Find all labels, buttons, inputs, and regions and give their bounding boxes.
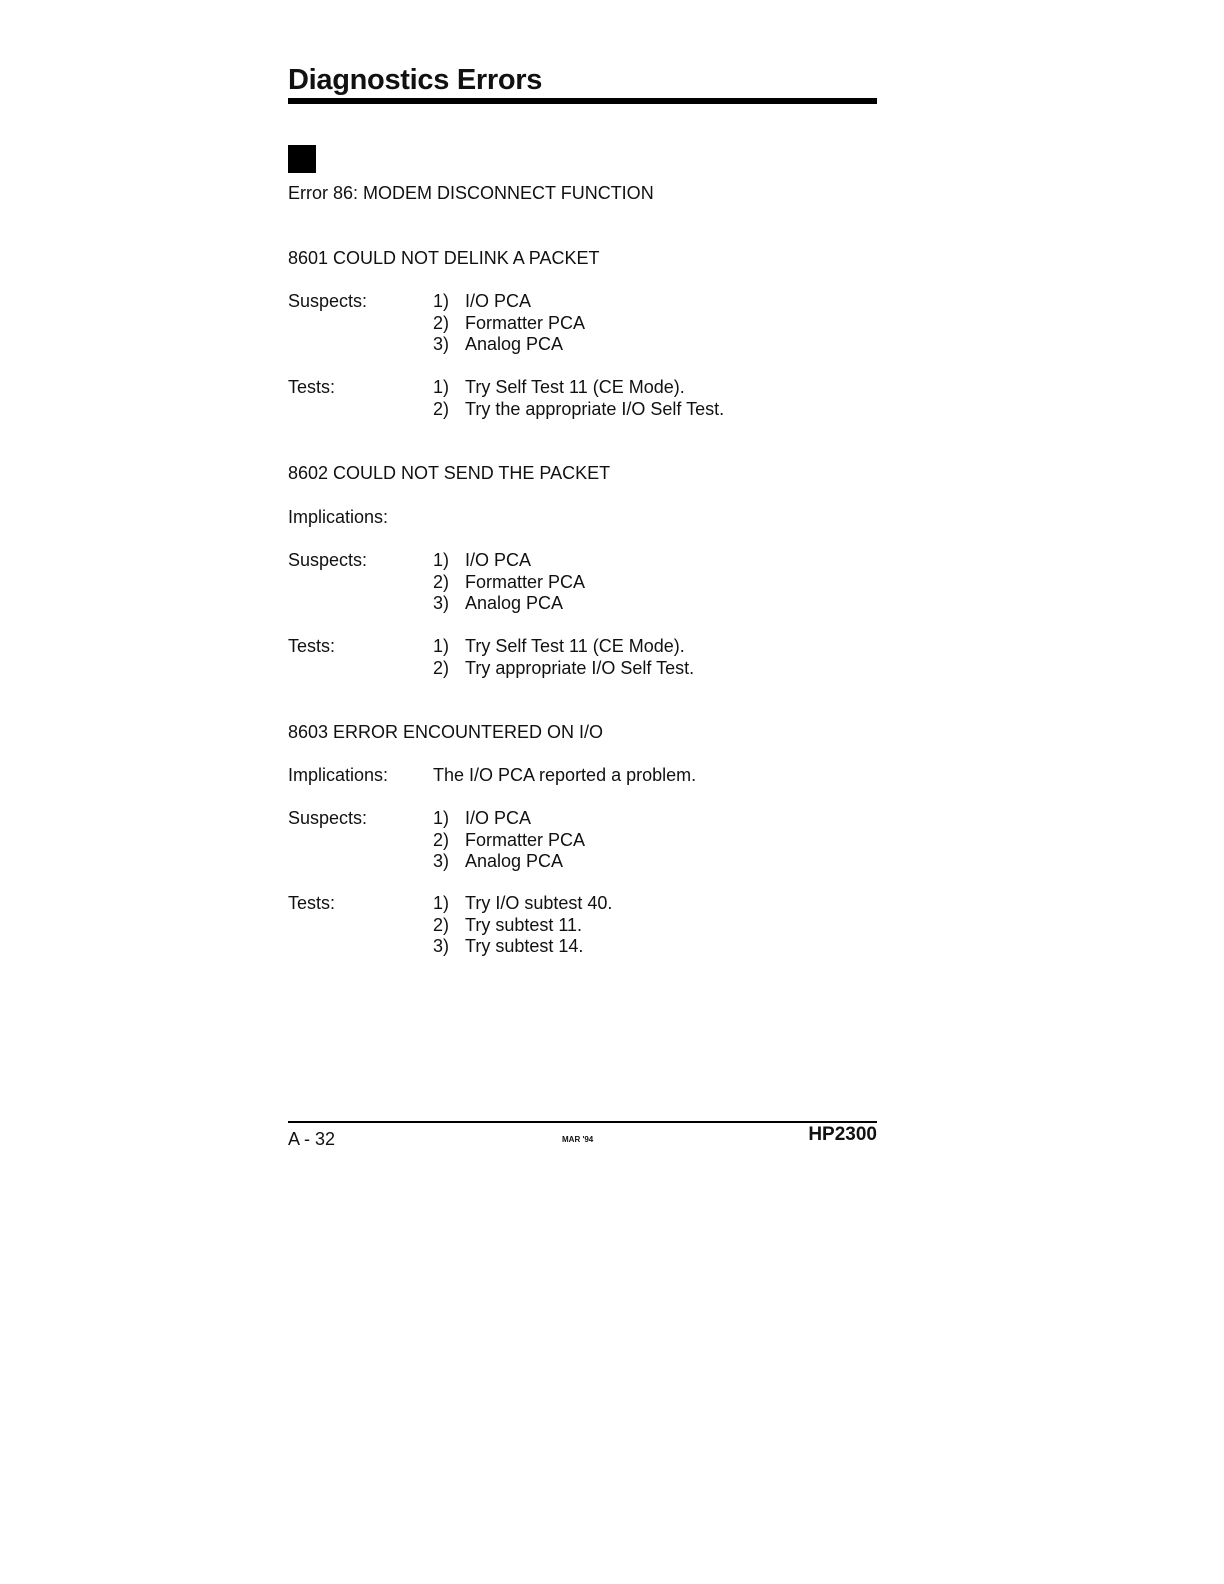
list-item bbox=[433, 572, 585, 594]
tests-label: Tests: bbox=[288, 377, 336, 397]
list-item bbox=[433, 334, 585, 356]
list-text: Analog PCA bbox=[465, 334, 564, 354]
list-number: 2) bbox=[433, 657, 450, 678]
list-text: I/O PCA bbox=[465, 291, 532, 311]
list-number: 1) bbox=[433, 291, 450, 311]
suspects-label: Suspects: bbox=[288, 808, 368, 828]
list-item bbox=[433, 936, 612, 958]
list-item bbox=[433, 636, 694, 658]
product-name: HP2300 bbox=[808, 1124, 877, 1145]
list-number: 1) bbox=[433, 550, 450, 570]
list-item bbox=[433, 291, 585, 313]
list-item bbox=[433, 808, 585, 830]
list-number: 1) bbox=[433, 377, 450, 397]
implications-label: Implications: bbox=[288, 765, 389, 785]
list-number: 3) bbox=[433, 593, 450, 613]
list-text: I/O PCA bbox=[465, 550, 532, 570]
list-number: 1) bbox=[433, 636, 450, 656]
page-title: Diagnostics Errors bbox=[288, 64, 543, 96]
tests-label: Tests: bbox=[288, 636, 336, 656]
list-number: 2) bbox=[433, 398, 450, 419]
list-text: Analog PCA bbox=[465, 851, 564, 871]
footer-rule bbox=[288, 1121, 877, 1123]
tests-list bbox=[433, 893, 612, 958]
tests-list bbox=[433, 636, 694, 679]
suspects-label: Suspects: bbox=[288, 291, 368, 311]
list-item bbox=[433, 399, 724, 421]
tests-label: Tests: bbox=[288, 893, 336, 913]
tests-list bbox=[433, 377, 724, 420]
list-text: Formatter PCA bbox=[465, 829, 586, 850]
list-number: 2) bbox=[433, 914, 450, 935]
page-number: A - 32 bbox=[288, 1129, 336, 1149]
section-heading-8603: 8603 ERROR ENCOUNTERED ON I/O bbox=[288, 722, 604, 742]
suspects-list bbox=[433, 291, 585, 356]
list-item bbox=[433, 550, 585, 572]
list-item bbox=[433, 893, 612, 915]
list-item bbox=[433, 658, 694, 680]
square-marker-icon bbox=[288, 145, 316, 173]
list-item bbox=[433, 830, 585, 852]
list-item bbox=[433, 377, 724, 399]
section-heading-8602: 8602 COULD NOT SEND THE PACKET bbox=[288, 463, 611, 483]
list-text: Try subtest 14. bbox=[465, 936, 584, 956]
list-text: I/O PCA bbox=[465, 808, 532, 828]
list-item bbox=[433, 593, 585, 615]
list-text: Try Self Test 11 (CE Mode). bbox=[465, 636, 685, 656]
list-number: 2) bbox=[433, 312, 450, 333]
suspects-label: Suspects: bbox=[288, 550, 368, 570]
list-item bbox=[433, 851, 585, 873]
list-number: 1) bbox=[433, 808, 450, 828]
list-number: 2) bbox=[433, 571, 450, 592]
list-text: Try I/O subtest 40. bbox=[465, 893, 613, 913]
list-text: Try appropriate I/O Self Test. bbox=[465, 657, 695, 678]
list-item bbox=[433, 313, 585, 335]
list-number: 3) bbox=[433, 851, 450, 871]
suspects-list bbox=[433, 808, 585, 873]
list-text: Try the appropriate I/O Self Test. bbox=[465, 398, 725, 419]
list-text: Try subtest 11. bbox=[465, 914, 583, 935]
list-text: Formatter PCA bbox=[465, 312, 586, 333]
list-number: 1) bbox=[433, 893, 450, 913]
list-text: Formatter PCA bbox=[465, 571, 586, 592]
section-heading-8601: 8601 COULD NOT DELINK A PACKET bbox=[288, 248, 600, 268]
error-heading: Error 86: MODEM DISCONNECT FUNCTION bbox=[288, 183, 654, 203]
implications-label: Implications: bbox=[288, 507, 389, 527]
implications-text: The I/O PCA reported a problem. bbox=[433, 765, 697, 785]
revision-date: MAR '94 bbox=[562, 1135, 594, 1144]
list-number: 3) bbox=[433, 334, 450, 354]
list-number: 2) bbox=[433, 829, 450, 850]
list-item bbox=[433, 915, 612, 937]
list-text: Try Self Test 11 (CE Mode). bbox=[465, 377, 685, 397]
list-text: Analog PCA bbox=[465, 593, 564, 613]
list-number: 3) bbox=[433, 936, 450, 956]
title-rule bbox=[288, 98, 877, 104]
suspects-list bbox=[433, 550, 585, 615]
